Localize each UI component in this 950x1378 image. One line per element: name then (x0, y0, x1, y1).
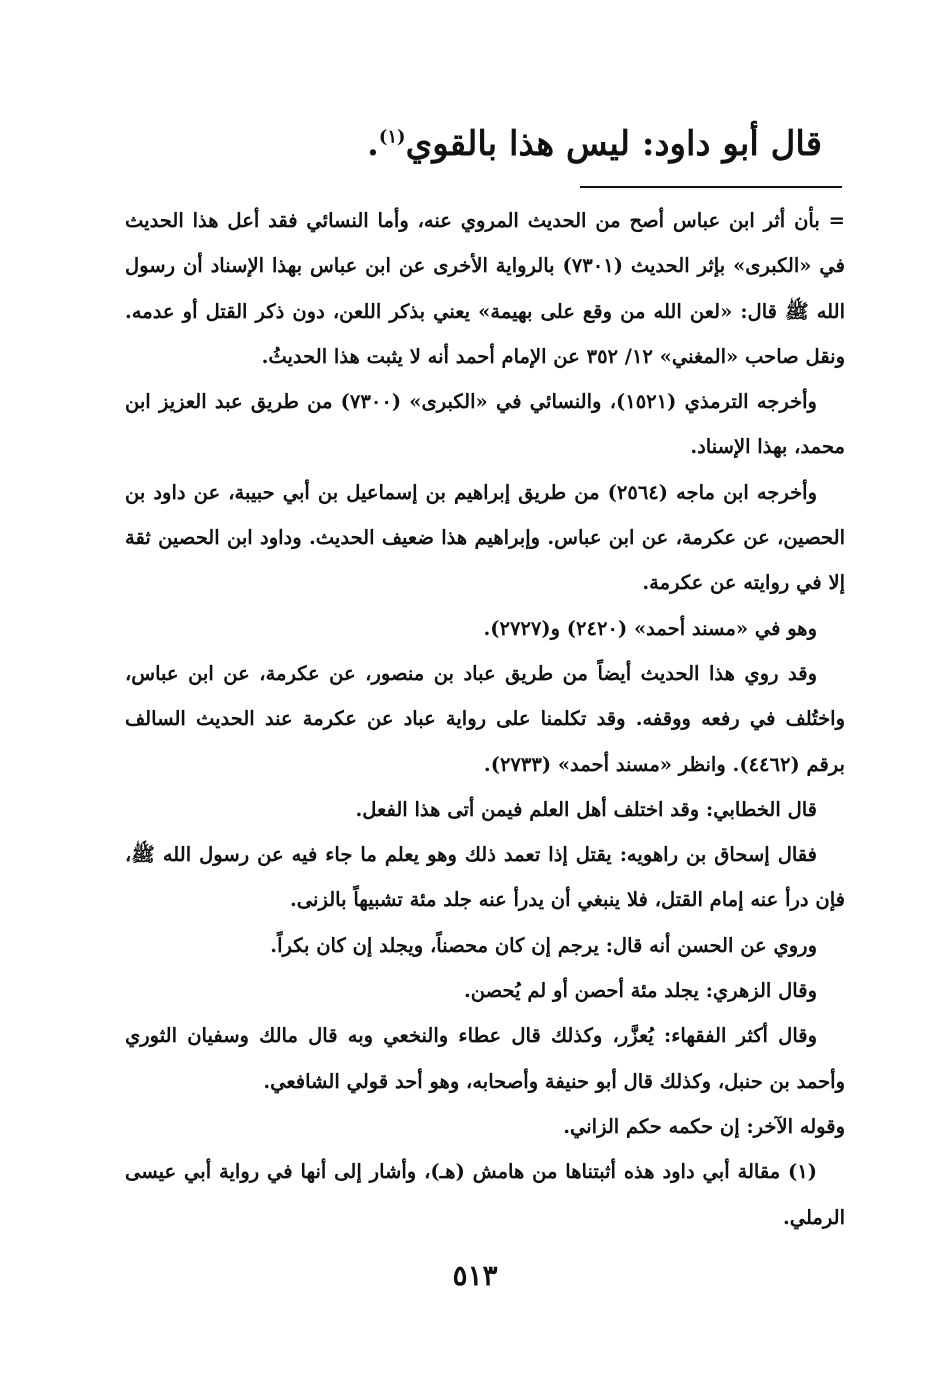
main-text-line (122, 122, 822, 166)
footnote-separator (580, 186, 842, 188)
footnote-paragraph: = بأن أثر ابن عباس أصح من الحديث المروي عنه، وأما النسائي فقد أعل هذا الحديث في «الكبرى» بإثر الحديث (٧٣٠١) بالرواية الأخرى عن ابن عباس بهذا الإسناد أن رسول الله ﷺ قال: «لعن الله من وقع على بهيمة» يعني بذكر اللعن، دون ذكر القتل أو عدمه. ونقل صاحب «المغني» ١٢/ ٣٥٢ عن الإمام أحمد أنه لا يثبت هذا الحديثُ. (125, 209, 845, 368)
main-text: قال أبو داود: ليس هذا بالقوي (405, 124, 822, 164)
footnote-paragraph: وأخرجه الترمذي (١٥٢١)، والنسائي في «الكبرى» (٧٣٠٠) من طريق عبد العزيز ابن محمد، بهذا الإسناد. (125, 390, 845, 459)
footnote-paragraph: وقد روي هذا الحديث أيضاً من طريق عباد بن منصور، عن عكرمة، عن ابن عباس، واختُلف في رفعه ووقفه. وقد تكلمنا على رواية عباد عن عكرمة عند الحديث السالف برقم (٤٤٦٢). وانظر «مسند أحمد» (٢٧٣٣). (125, 661, 845, 776)
footnote-paragraph: قال الخطابي: وقد اختلف أهل العلم فيمن أتى هذا الفعل. (355, 797, 817, 821)
footnote-paragraph: وأخرجه ابن ماجه (٢٥٦٤) من طريق إبراهيم بن إسماعيل بن أبي حبيبة، عن داود بن الحصين، عن عكرمة، عن ابن عباس. وإبراهيم هذا ضعيف الحديث. وداود ابن الحصين ثقة إلا في روايته عن عكرمة. (125, 480, 845, 595)
footnote-paragraph: فقال إسحاق بن راهويه: يقتل إذا تعمد ذلك وهو يعلم ما جاء فيه عن رسول الله ﷺ، فإن درأ عنه إمام القتل، فلا ينبغي أن يدرأ عنه جلد مئة تشبيهاً بالزنى. (125, 843, 845, 912)
main-text-end-punct: . (367, 124, 379, 164)
footnote-paragraph: وروي عن الحسن أنه قال: يرجم إن كان محصناً، ويجلد إن كان بكراً. (270, 933, 817, 957)
footnote-paragraph: وقال الزهري: يجلد مئة أحصن أو لم يُحصن. (463, 979, 817, 1003)
footnote-paragraph: وهو في «مسند أحمد» (٢٤٢٠) و(٢٧٢٧). (483, 616, 817, 640)
footnote-reference: (١) (378, 126, 406, 148)
footnotes-block (125, 198, 845, 1240)
footnote-paragraph: وقال أكثر الفقهاء: يُعزَّر، وكذلك قال عطاء والنخعي وبه قال مالك وسفيان الثوري وأحمد بن حنبل، وكذلك قال أبو حنيفة وأصحابه، وهو أحد قولي الشافعي. (125, 1024, 845, 1093)
footnote-paragraph: وقوله الآخر: إن حكمه حكم الزاني. (563, 1114, 845, 1138)
footnote-paragraph: (١) مقالة أبي داود هذه أثبتناها من هامش (هـ)، وأشار إلى أنها في رواية أبي عيسى الرملي. (125, 1160, 845, 1229)
page-number: ٥١٣ (452, 1259, 498, 1292)
